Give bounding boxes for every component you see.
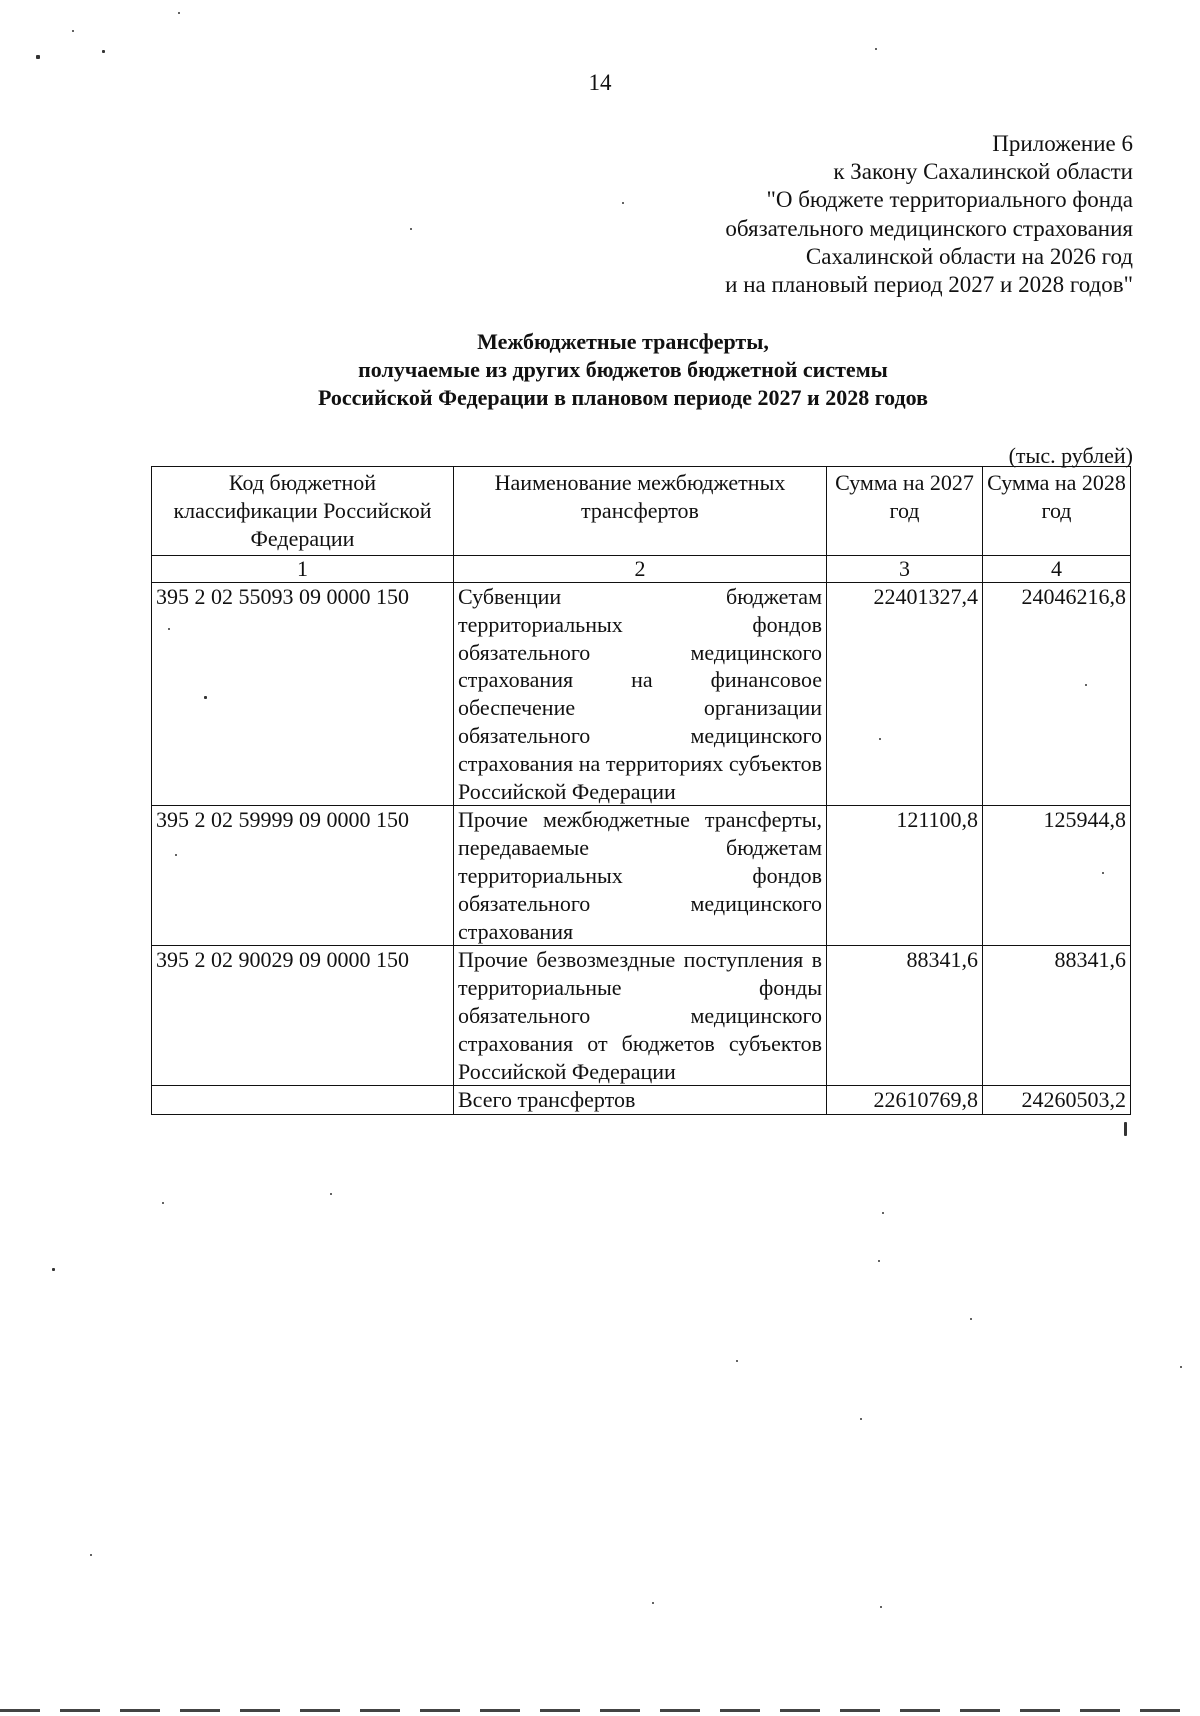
title-line: Российской Федерации в плановом периоде 2027 и 2028 годов [317,385,928,410]
column-number-row [152,556,1131,583]
total-sum-2027: 22610769,8 [827,1086,983,1115]
budget-code: 395 2 02 90029 09 0000 150 [152,946,454,1086]
document-title [0,328,1200,412]
transfer-name: Прочие межбюджетные трансферты, передаваемые бюджетам территориальных фондов обязательного медицинского страхования [454,806,827,946]
units-label: (тыс. рублей) [1008,443,1133,468]
sum-2027: 22401327,4 [827,583,983,806]
header-sum-2028: Сумма на 2028 год [983,467,1131,556]
sum-2028: 88341,6 [983,946,1131,1086]
transfers-table [151,466,1131,1115]
budget-code: 395 2 02 55093 09 0000 150 [152,583,454,806]
column-number: 4 [983,556,1131,583]
total-row [152,1086,1131,1115]
sum-2028: 24046216,8 [983,583,1131,806]
table-row [152,946,1131,1086]
column-number: 3 [827,556,983,583]
transfer-name: Субвенции бюджетам территориальных фондов обязательного медицинского страхования на финансовое обеспечение организации обязательного медицинского страхования на территориях субъектов Российской Федерации [454,583,827,806]
title-line: Межбюджетные трансферты, [477,329,769,354]
appendix-line: и на плановый период 2027 и 2028 годов" [725,272,1133,298]
total-empty-cell [152,1086,454,1115]
appendix-line: обязательного медицинского страхования [725,215,1133,241]
transfer-name: Прочие безвозмездные поступления в территориальные фонды обязательного медицинского страхования от бюджетов субъектов Российской Федерации [454,946,827,1086]
column-number: 1 [152,556,454,583]
table-row [152,806,1131,946]
sum-2027: 121100,8 [827,806,983,946]
scan-bottom-edge [0,1709,1200,1712]
total-label: Всего трансфертов [454,1086,827,1115]
table-header-row [152,467,1131,556]
total-sum-2028: 24260503,2 [983,1086,1131,1115]
appendix-line: "О бюджете территориального фонда [766,187,1133,213]
budget-code: 395 2 02 59999 09 0000 150 [152,806,454,946]
table-row [152,583,1131,806]
appendix-line: Приложение 6 [992,131,1133,156]
column-number: 2 [454,556,827,583]
header-code: Код бюджетной классификации Российской Федерации [152,467,454,556]
header-name: Наименование межбюджетных трансфертов [454,467,827,556]
appendix-line: к Закону Сахалинской области [833,159,1133,185]
header-sum-2027: Сумма на 2027 год [827,467,983,556]
sum-2028: 125944,8 [983,806,1131,946]
page-number: 14 [588,70,612,95]
sum-2027: 88341,6 [827,946,983,1086]
title-line: получаемые из других бюджетов бюджетной системы [358,357,888,382]
appendix-line: Сахалинской области на 2026 год [805,243,1133,269]
appendix-reference [725,130,1133,299]
